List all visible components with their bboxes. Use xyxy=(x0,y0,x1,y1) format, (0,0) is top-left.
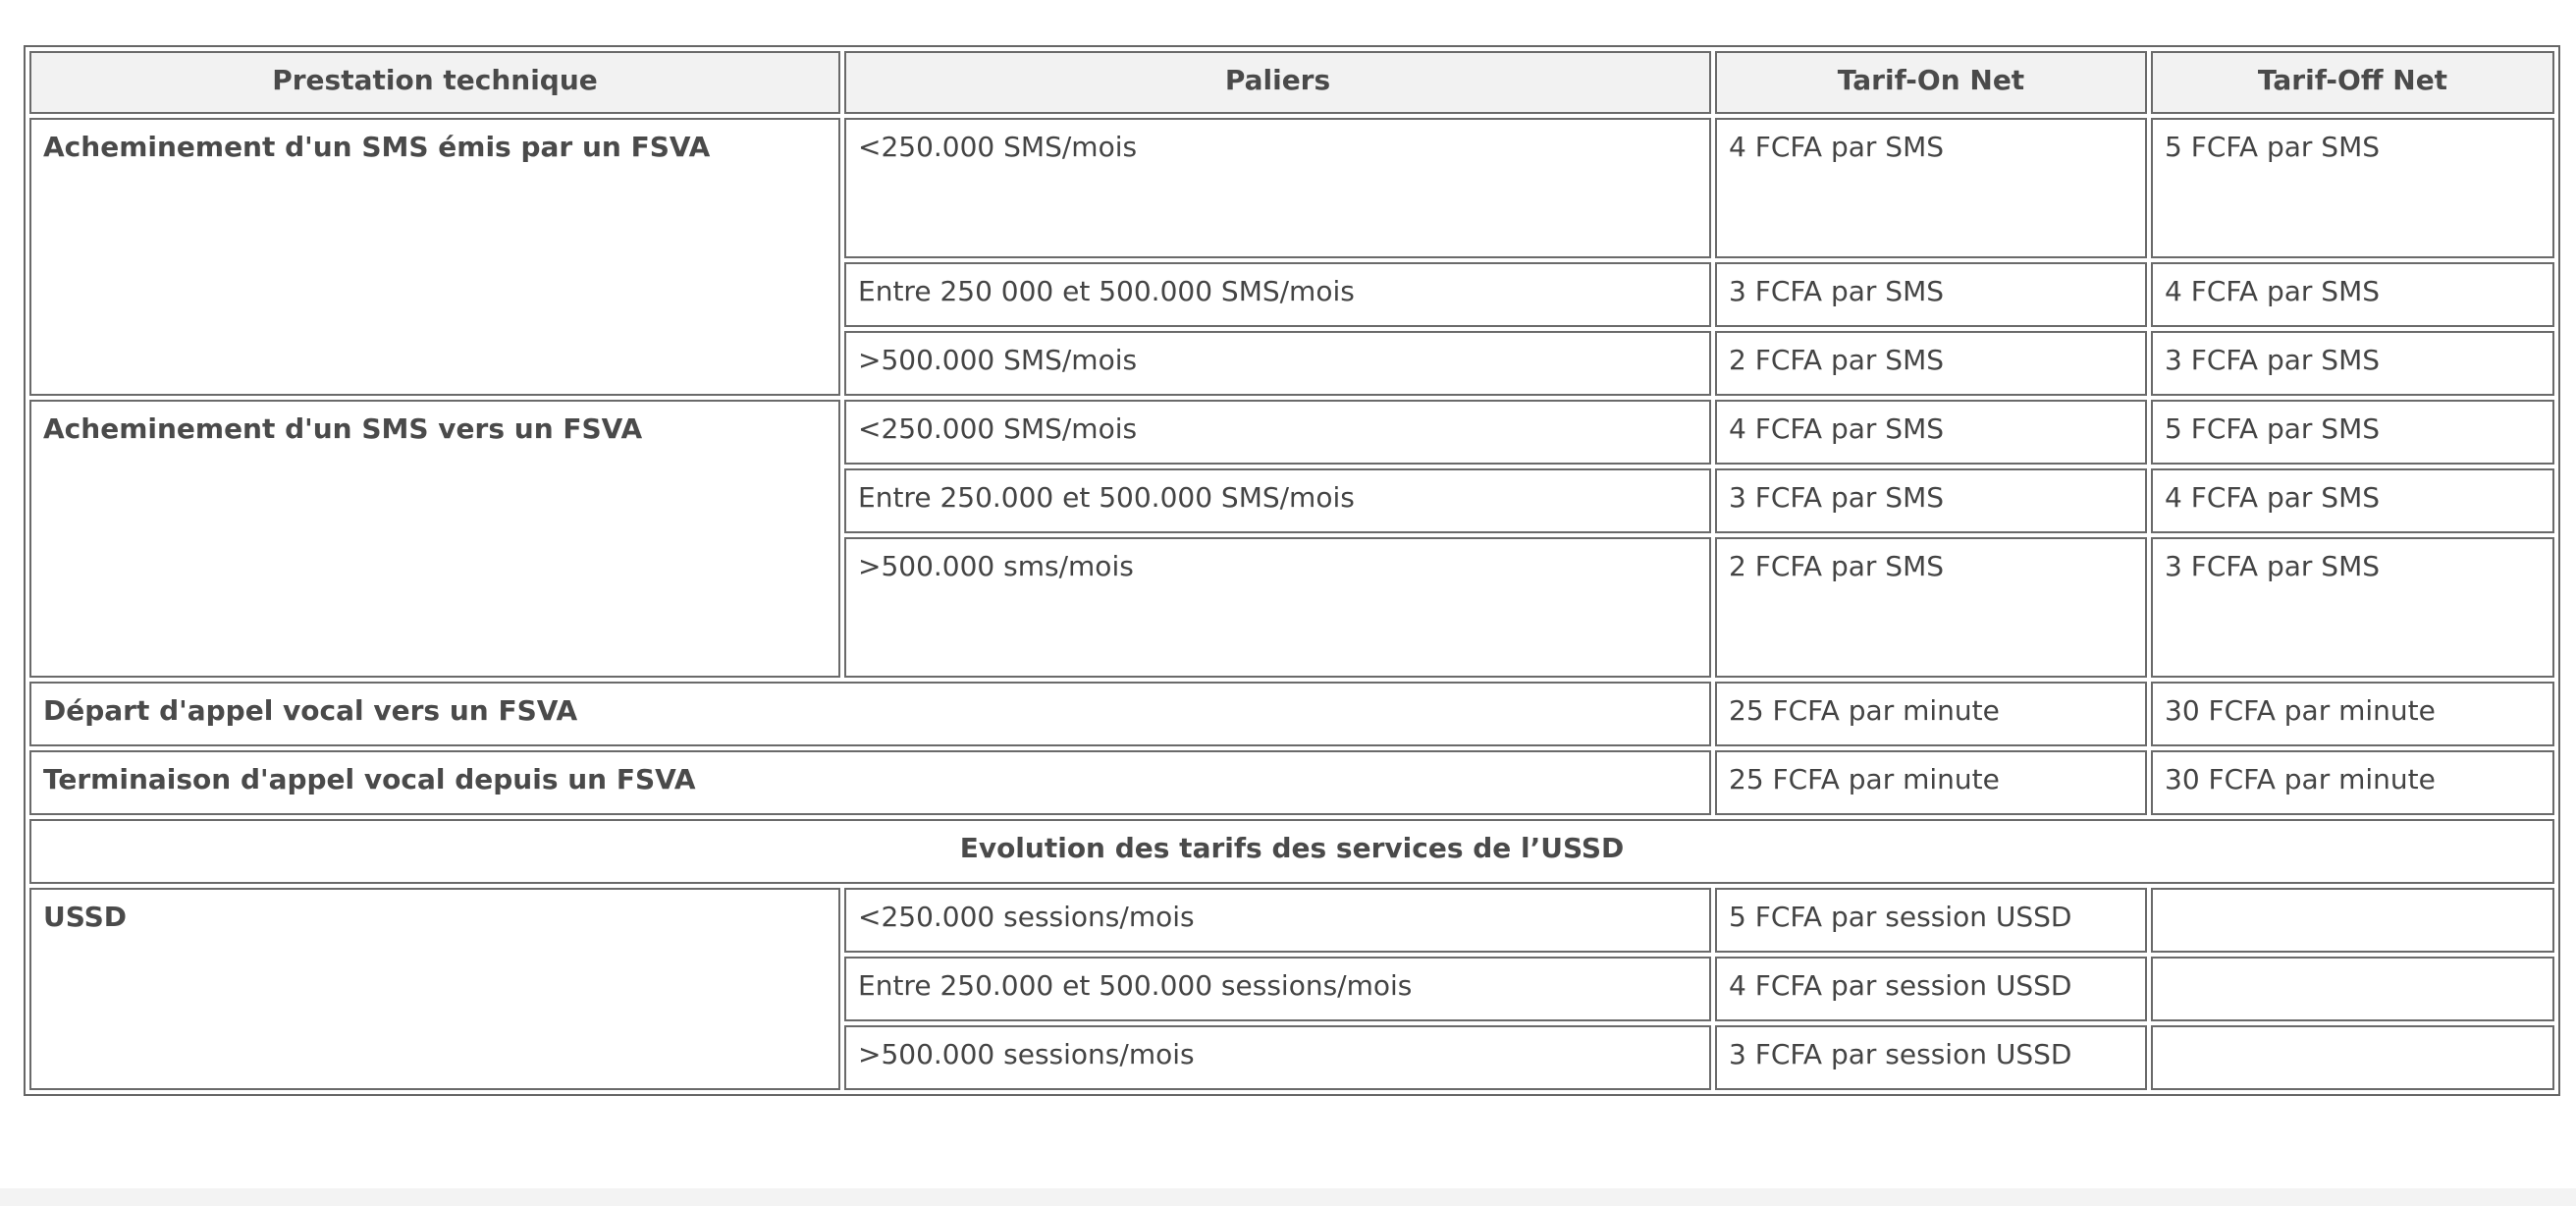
header-off-net: Tarif-Off Net xyxy=(2151,51,2554,114)
tarifs-table xyxy=(24,45,2560,1096)
off-net-cell: 30 FCFA par minute xyxy=(2151,682,2554,746)
palier-cell: Entre 250 000 et 500.000 SMS/mois xyxy=(844,262,1711,327)
on-net-cell: 4 FCFA par SMS xyxy=(1715,118,2147,258)
on-net-cell: 25 FCFA par minute xyxy=(1715,682,2147,746)
off-net-cell: 30 FCFA par minute xyxy=(2151,750,2554,815)
header-paliers: Paliers xyxy=(844,51,1711,114)
on-net-cell: 2 FCFA par SMS xyxy=(1715,331,2147,396)
table-row xyxy=(29,118,2554,258)
depart-appel-label: Départ d'appel vocal vers un FSVA xyxy=(29,682,1711,746)
palier-cell: >500.000 sessions/mois xyxy=(844,1025,1711,1090)
page-bottom-strip xyxy=(0,1188,2576,1206)
off-net-cell: 5 FCFA par SMS xyxy=(2151,118,2554,258)
on-net-cell: 4 FCFA par SMS xyxy=(1715,400,2147,465)
off-net-cell: 3 FCFA par SMS xyxy=(2151,331,2554,396)
on-net-cell: 3 FCFA par SMS xyxy=(1715,468,2147,533)
ussd-section-title: Evolution des tarifs des services de l’USSD xyxy=(29,819,2554,884)
palier-cell: <250.000 SMS/mois xyxy=(844,118,1711,258)
off-net-cell xyxy=(2151,888,2554,953)
off-net-cell: 3 FCFA par SMS xyxy=(2151,537,2554,678)
on-net-cell: 3 FCFA par SMS xyxy=(1715,262,2147,327)
sms-emis-label: Acheminement d'un SMS émis par un FSVA xyxy=(29,118,840,396)
palier-cell: <250.000 SMS/mois xyxy=(844,400,1711,465)
palier-cell: >500.000 sms/mois xyxy=(844,537,1711,678)
off-net-cell: 5 FCFA par SMS xyxy=(2151,400,2554,465)
off-net-cell: 4 FCFA par SMS xyxy=(2151,262,2554,327)
off-net-cell xyxy=(2151,1025,2554,1090)
palier-cell: >500.000 SMS/mois xyxy=(844,331,1711,396)
off-net-cell xyxy=(2151,957,2554,1021)
sms-vers-label: Acheminement d'un SMS vers un FSVA xyxy=(29,400,840,678)
header-prestation: Prestation technique xyxy=(29,51,840,114)
on-net-cell: 2 FCFA par SMS xyxy=(1715,537,2147,678)
table-row xyxy=(29,400,2554,465)
ussd-label: USSD xyxy=(29,888,840,1090)
on-net-cell: 3 FCFA par session USSD xyxy=(1715,1025,2147,1090)
table-row xyxy=(29,682,2554,746)
header-on-net: Tarif-On Net xyxy=(1715,51,2147,114)
on-net-cell: 4 FCFA par session USSD xyxy=(1715,957,2147,1021)
table-row xyxy=(29,888,2554,953)
palier-cell: <250.000 sessions/mois xyxy=(844,888,1711,953)
palier-cell: Entre 250.000 et 500.000 SMS/mois xyxy=(844,468,1711,533)
palier-cell: Entre 250.000 et 500.000 sessions/mois xyxy=(844,957,1711,1021)
on-net-cell: 25 FCFA par minute xyxy=(1715,750,2147,815)
off-net-cell: 4 FCFA par SMS xyxy=(2151,468,2554,533)
table-row xyxy=(29,750,2554,815)
header-row xyxy=(29,51,2554,114)
section-row xyxy=(29,819,2554,884)
on-net-cell: 5 FCFA par session USSD xyxy=(1715,888,2147,953)
terminaison-appel-label: Terminaison d'appel vocal depuis un FSVA xyxy=(29,750,1711,815)
